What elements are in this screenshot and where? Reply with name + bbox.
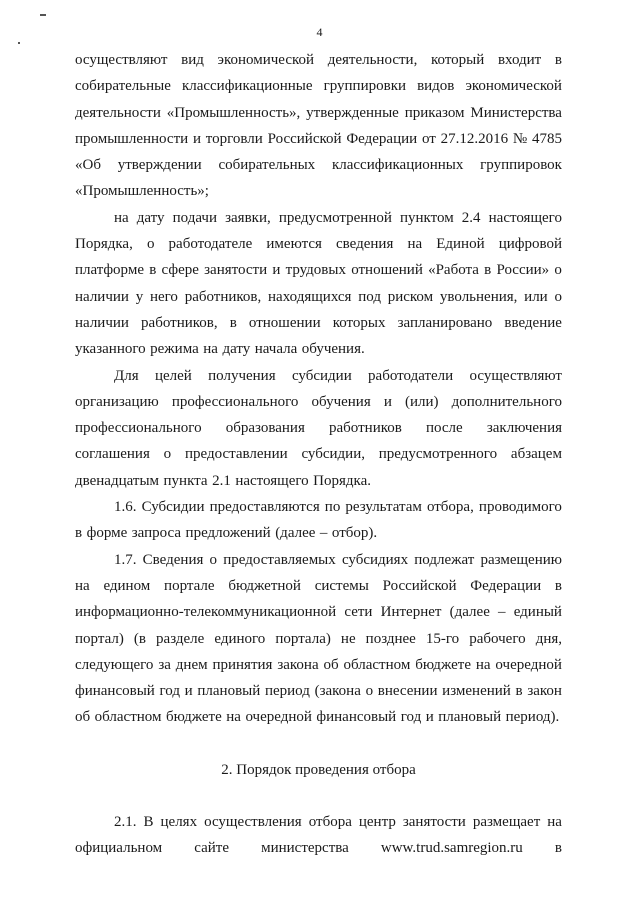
word: информационно-телекоммуникационной — [75, 604, 337, 621]
word: работников — [329, 420, 402, 437]
word: о — [146, 236, 155, 253]
word: начала — [254, 341, 298, 358]
word: профессионального — [171, 393, 299, 410]
text-line — [75, 47, 562, 73]
word: о — [209, 551, 218, 568]
word: № — [512, 130, 528, 147]
word: 15-го — [425, 630, 460, 647]
word: которых — [332, 314, 386, 331]
word: бюджете — [166, 709, 222, 726]
word: субсидиях — [341, 551, 409, 568]
word: деятельности — [75, 104, 161, 121]
word: форме — [86, 525, 128, 542]
word: Для — [114, 367, 139, 384]
word: деятельности, — [327, 52, 418, 68]
word: указанного — [75, 341, 146, 358]
text-line — [75, 178, 562, 204]
word: образования — [225, 420, 305, 437]
word: 27.12.2016 — [440, 130, 509, 147]
word: 4785 — [531, 130, 562, 147]
para-1-6 — [75, 494, 562, 547]
word: дополнительного — [451, 393, 562, 410]
text-line — [75, 441, 562, 467]
word: пункта — [163, 472, 208, 489]
word: – — [319, 525, 328, 542]
word: платформе — [75, 262, 144, 279]
word: результатам — [345, 499, 422, 516]
word: закон — [527, 683, 562, 700]
text-line — [75, 205, 562, 231]
word: и — [192, 130, 201, 147]
word: классификационных — [331, 157, 464, 174]
word: год — [159, 683, 180, 700]
document-body — [75, 47, 562, 862]
word: принятия — [212, 656, 273, 673]
text-line — [75, 468, 562, 494]
word: Единой — [436, 236, 485, 253]
word: очередной — [495, 656, 562, 673]
word: следующего — [75, 656, 154, 673]
word: на — [114, 209, 129, 226]
word: предусмотренной — [278, 209, 392, 226]
para-1-7 — [75, 547, 562, 731]
text-line — [75, 652, 562, 678]
para-application-date — [75, 205, 562, 363]
word: на — [203, 341, 218, 358]
word: отношений — [351, 262, 423, 279]
word: финансовый — [316, 709, 397, 726]
word: группировки — [323, 78, 407, 95]
word: трудовых — [285, 262, 346, 279]
word: Российской — [382, 577, 457, 594]
word: работодатели — [368, 367, 454, 384]
word: (в — [133, 630, 146, 647]
word: осуществления — [204, 814, 302, 831]
word: увольнения, — [439, 288, 518, 305]
word: областном — [343, 656, 411, 673]
word: «Промышленность»; — [75, 183, 209, 200]
word: запроса — [131, 525, 182, 542]
word: на — [475, 656, 491, 673]
text-line — [75, 678, 562, 704]
word: Порядка. — [313, 472, 371, 489]
word: Российской — [267, 130, 342, 147]
word: и — [425, 709, 434, 726]
word: на — [226, 709, 241, 726]
word: классификационные — [181, 78, 313, 95]
word: В — [143, 814, 154, 831]
word: плановый — [438, 709, 502, 726]
word: едином — [103, 577, 151, 594]
word: экономической — [465, 78, 562, 95]
section-spacer — [75, 783, 562, 809]
word: наличии — [75, 288, 129, 305]
word: разделе — [156, 630, 205, 647]
word: закона — [277, 656, 319, 673]
word: обучения. — [301, 341, 365, 358]
word: после — [425, 420, 463, 437]
word: 1.7. — [114, 551, 137, 568]
word: запланировано — [397, 314, 493, 331]
word: «Работа — [428, 262, 479, 279]
word: абзацем — [510, 446, 562, 463]
word: единого — [214, 630, 266, 647]
word: о — [365, 683, 374, 700]
word: сфере — [161, 262, 199, 279]
word: сведения — [335, 236, 394, 253]
word: Интернет — [380, 604, 442, 621]
text-line — [75, 626, 562, 652]
word: находящихся — [268, 288, 352, 305]
text-line — [75, 547, 562, 573]
word: областном — [94, 709, 162, 726]
word: в — [554, 52, 562, 68]
page-number: 4 — [316, 25, 323, 39]
text-line — [75, 573, 562, 599]
word: www.trud.samregion.ru — [380, 840, 523, 857]
word: бюджете — [415, 656, 471, 673]
word: предусмотренного — [378, 446, 498, 463]
word: (закона — [314, 683, 361, 700]
text-line — [75, 599, 562, 625]
word: отбора — [308, 814, 352, 831]
scan-mark — [40, 14, 46, 16]
word: организацию — [75, 393, 159, 410]
text-line — [75, 73, 562, 99]
word: Федерации — [346, 130, 418, 147]
word: на — [75, 577, 90, 594]
para-continuation — [75, 47, 562, 205]
word: собирательных — [218, 157, 316, 174]
word: бюджетной — [228, 577, 301, 594]
word: 1.6. — [114, 499, 137, 516]
word: Порядка, — [75, 236, 133, 253]
text-line — [75, 152, 562, 178]
word: размещению — [480, 551, 562, 568]
word: 2.4 — [461, 209, 481, 226]
word: в — [229, 314, 237, 331]
word: в — [515, 683, 523, 700]
word: России» — [496, 262, 550, 279]
word: Министерства — [470, 104, 562, 121]
word: собирательные — [75, 78, 171, 95]
word: видов — [417, 78, 455, 95]
word: занятости — [402, 814, 466, 831]
word: или — [524, 288, 548, 305]
word: в — [75, 525, 83, 542]
word: него — [149, 288, 178, 305]
text-line — [75, 520, 562, 546]
word: официальном — [75, 840, 163, 857]
word: который — [430, 52, 485, 68]
word: вид — [181, 52, 204, 68]
word: предоставляются — [209, 499, 320, 516]
word: очередной — [245, 709, 312, 726]
word: предоставляемых — [223, 551, 336, 568]
word: целях — [160, 814, 198, 831]
word: занятости — [204, 262, 268, 279]
word: сайте — [194, 840, 229, 857]
word: профессионального — [75, 420, 202, 437]
text-line — [75, 809, 562, 835]
word: Федерации — [470, 577, 542, 594]
word: позднее — [365, 630, 416, 647]
word: соглашения — [75, 446, 150, 463]
word: двенадцатым — [75, 472, 160, 489]
word: дату — [222, 341, 251, 358]
word: период). — [505, 709, 560, 726]
text-line — [75, 100, 562, 126]
word: не — [340, 630, 356, 647]
word: настоящего — [235, 472, 309, 489]
word: период — [264, 683, 310, 700]
word: обучения — [311, 393, 371, 410]
word: Субсидии — [141, 499, 205, 516]
word: дня, — [535, 630, 562, 647]
word: заявки, — [225, 209, 271, 226]
word: (далее — [275, 525, 316, 542]
word: о — [554, 288, 562, 305]
word: приказом — [404, 104, 465, 121]
word: проводимого — [478, 499, 562, 516]
word: наличии — [75, 314, 129, 331]
word: у — [135, 288, 144, 305]
word: подлежат — [414, 551, 475, 568]
word: настоящего — [488, 209, 562, 226]
word: на — [547, 814, 562, 831]
word: днем — [175, 656, 208, 673]
word: портале — [164, 577, 215, 594]
word: отбор). — [331, 525, 378, 542]
text-line — [75, 389, 562, 415]
word: пунктом — [399, 209, 454, 226]
word: работников, — [184, 288, 262, 305]
text-line — [75, 284, 562, 310]
word: об — [75, 709, 91, 726]
word: портала) — [275, 630, 331, 647]
text-line — [75, 363, 562, 389]
word: системы — [314, 577, 369, 594]
word: режима — [150, 341, 199, 358]
word: о — [163, 446, 172, 463]
word: подачи — [172, 209, 217, 226]
word: за — [158, 656, 171, 673]
word: в — [554, 577, 562, 594]
text-line — [75, 310, 562, 336]
word: в — [484, 262, 492, 279]
word: и — [184, 683, 193, 700]
text-line — [75, 835, 562, 861]
word: центр — [358, 814, 396, 831]
word: риском — [387, 288, 434, 305]
section-heading: 2. Порядок проведения отбора — [221, 761, 416, 778]
text-line — [75, 704, 562, 730]
word: работодателе — [168, 236, 253, 253]
text-line — [75, 257, 562, 283]
word: входит — [497, 52, 542, 68]
word: об — [323, 656, 339, 673]
word: сети — [344, 604, 373, 621]
word: 2.1 — [212, 472, 231, 489]
word: размещает — [472, 814, 541, 831]
word: Сведения — [142, 551, 204, 568]
text-line — [75, 231, 562, 257]
word: группировок — [480, 157, 562, 174]
word: от — [421, 130, 436, 147]
word: – — [498, 604, 506, 621]
word: предложений — [185, 525, 271, 542]
text-line — [75, 336, 562, 362]
word: торговли — [205, 130, 263, 147]
word: рабочего — [469, 630, 526, 647]
word: под — [358, 288, 381, 305]
word: 2.1. — [114, 814, 137, 831]
word: в — [149, 262, 157, 279]
word: по — [324, 499, 341, 516]
text-line — [75, 415, 562, 441]
text-line — [75, 494, 562, 520]
word: получения — [208, 367, 276, 384]
word: экономической — [217, 52, 315, 68]
para-2-1 — [75, 809, 562, 862]
word: введение — [504, 314, 562, 331]
word: целей — [154, 367, 192, 384]
word: осуществляют — [75, 52, 168, 68]
word: год — [400, 709, 422, 726]
text-line — [75, 126, 562, 152]
word: отбора, — [426, 499, 474, 516]
word: и — [272, 262, 281, 279]
word: имеются — [266, 236, 322, 253]
word: субсидии — [291, 367, 352, 384]
word: промышленности — [75, 130, 189, 147]
word: единый — [513, 604, 562, 621]
section-spacer — [75, 731, 562, 757]
word: внесении — [377, 683, 438, 700]
word: (или) — [404, 393, 439, 410]
word: утверждении — [117, 157, 202, 174]
word: цифровой — [498, 236, 562, 253]
scan-mark — [18, 42, 20, 44]
word: отношении — [248, 314, 321, 331]
word: плановый — [197, 683, 261, 700]
word: работников, — [141, 314, 218, 331]
para-subsidy-purpose — [75, 363, 562, 494]
word: осуществляют — [469, 367, 562, 384]
word: министерства — [261, 840, 349, 857]
word: дату — [136, 209, 165, 226]
word: портал) — [75, 630, 124, 647]
word: предоставлении — [184, 446, 288, 463]
word: на — [407, 236, 423, 253]
word: субсидии, — [301, 446, 365, 463]
word: о — [554, 262, 562, 279]
word: в — [554, 840, 562, 857]
word: (далее — [449, 604, 490, 621]
word: «Об — [75, 157, 101, 174]
word: утвержденные — [306, 104, 399, 121]
word: заключения — [486, 420, 562, 437]
word: «Промышленность», — [166, 104, 301, 121]
word: и — [383, 393, 392, 410]
word: финансовый — [75, 683, 155, 700]
word: изменений — [442, 683, 511, 700]
